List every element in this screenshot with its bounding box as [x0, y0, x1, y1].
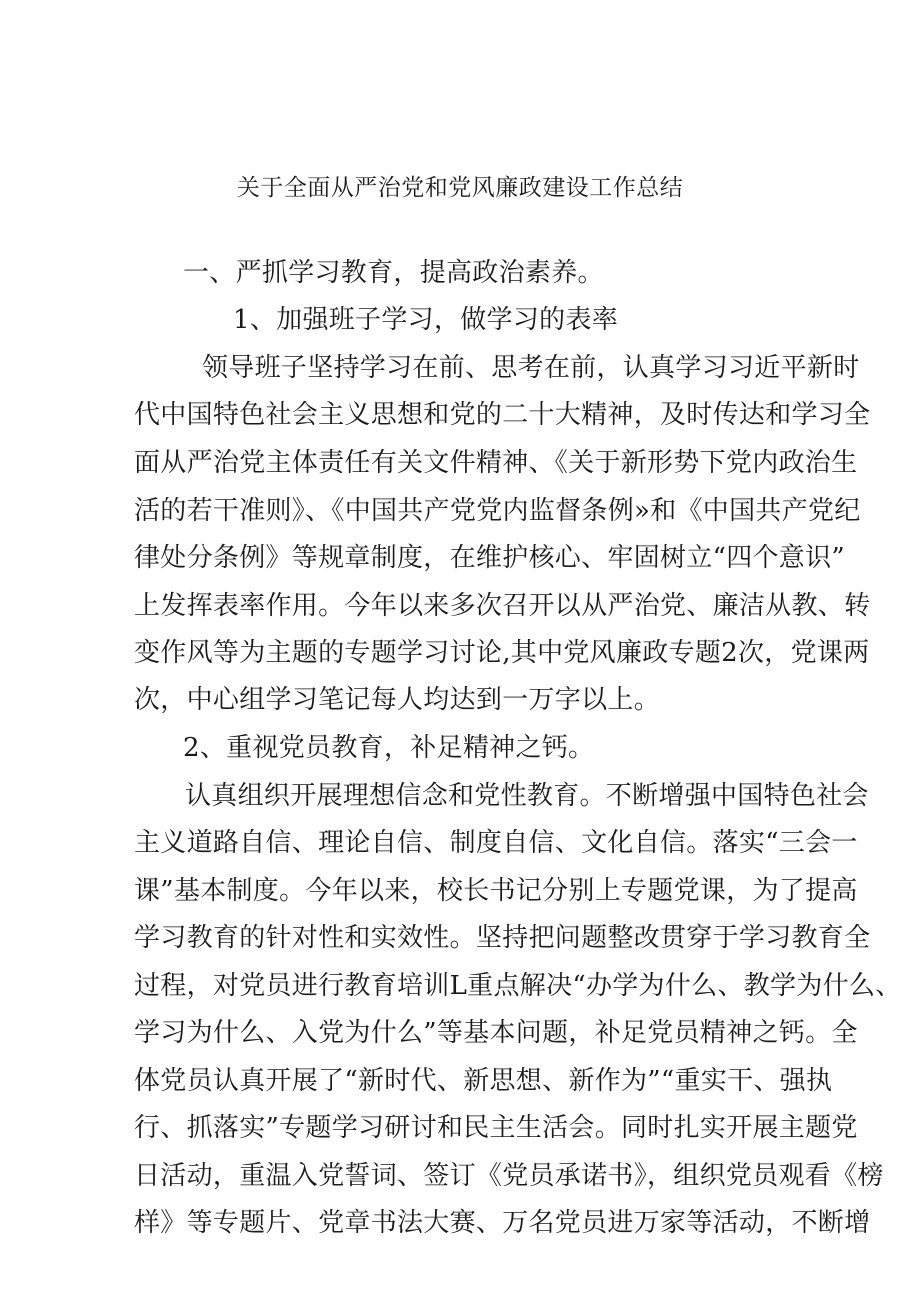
paragraph-line: 面从严治党主体责任有关文件精神、《关于新形势下党内政治生: [134, 448, 858, 478]
paragraph-line: 学习为什么、入党为什么”等基本问题，补足党员精神之钙。全: [134, 1018, 858, 1048]
paragraph-line: 课”基本制度。今年以来，校长书记分别上专题党课，为了提高: [134, 876, 858, 906]
paragraph-line: 活的若干准则》、《中国共产党党内监督条例»和《中国共产党纪: [134, 496, 861, 526]
paragraph-line: 次，中心组学习笔记每人均达到一万字以上。: [134, 685, 661, 715]
paragraph-line: 上发挥表率作用。今年以来多次召开以从严治党、廉洁从教、转: [134, 591, 871, 621]
section-heading: 一、严抓学习教育，提高政治素养。: [183, 258, 604, 288]
document-title: 关于全面从严治党和党风廉政建设工作总结: [236, 175, 684, 201]
paragraph-line: 主义道路自信、理论自信、制度自信、文化自信。落实“三会一: [134, 828, 858, 858]
paragraph-line: 代中国特色社会主义思想和党的二十大精神，及时传达和学习全: [134, 400, 871, 430]
paragraph-line: 变作风等为主题的专题学习讨论,其中党风廉政专题2次，党课两: [134, 638, 870, 668]
paragraph-line: 领导班子坚持学习在前、思考在前，认真学习习近平新时: [202, 353, 860, 383]
subsection-heading: 2、重视党员教育，补足精神之钙。: [183, 733, 595, 763]
paragraph-line: 律处分条例》等规章制度，在维护核心、牢固树立“四个意识”: [134, 543, 845, 573]
paragraph-line: 行、抓落实”专题学习研讨和民主生活会。同时扎实开展主题党: [134, 1113, 858, 1143]
paragraph-line: 样》等专题片、党章书法大赛、万名党员进万家等活动，不断增: [134, 1208, 871, 1238]
subsection-heading: 1、加强班子学习，做学习的表率: [233, 305, 619, 335]
paragraph-line: 认真组织开展理想信念和党性教育。不断增强中国特色社会: [185, 781, 869, 811]
paragraph-line: 过程，对党员进行教育培训L重点解决“办学为什么、教学为什么、: [134, 971, 902, 1001]
paragraph-line: 体党员认真开展了“新时代、新思想、新作为”“重实干、强执: [134, 1066, 833, 1096]
paragraph-line: 学习教育的针对性和实效性。坚持把问题整改贯穿于学习教育全: [134, 923, 871, 953]
paragraph-line: 日活动，重温入党誓词、签订《党员承诺书》，组织党员观看《榜: [134, 1161, 884, 1191]
